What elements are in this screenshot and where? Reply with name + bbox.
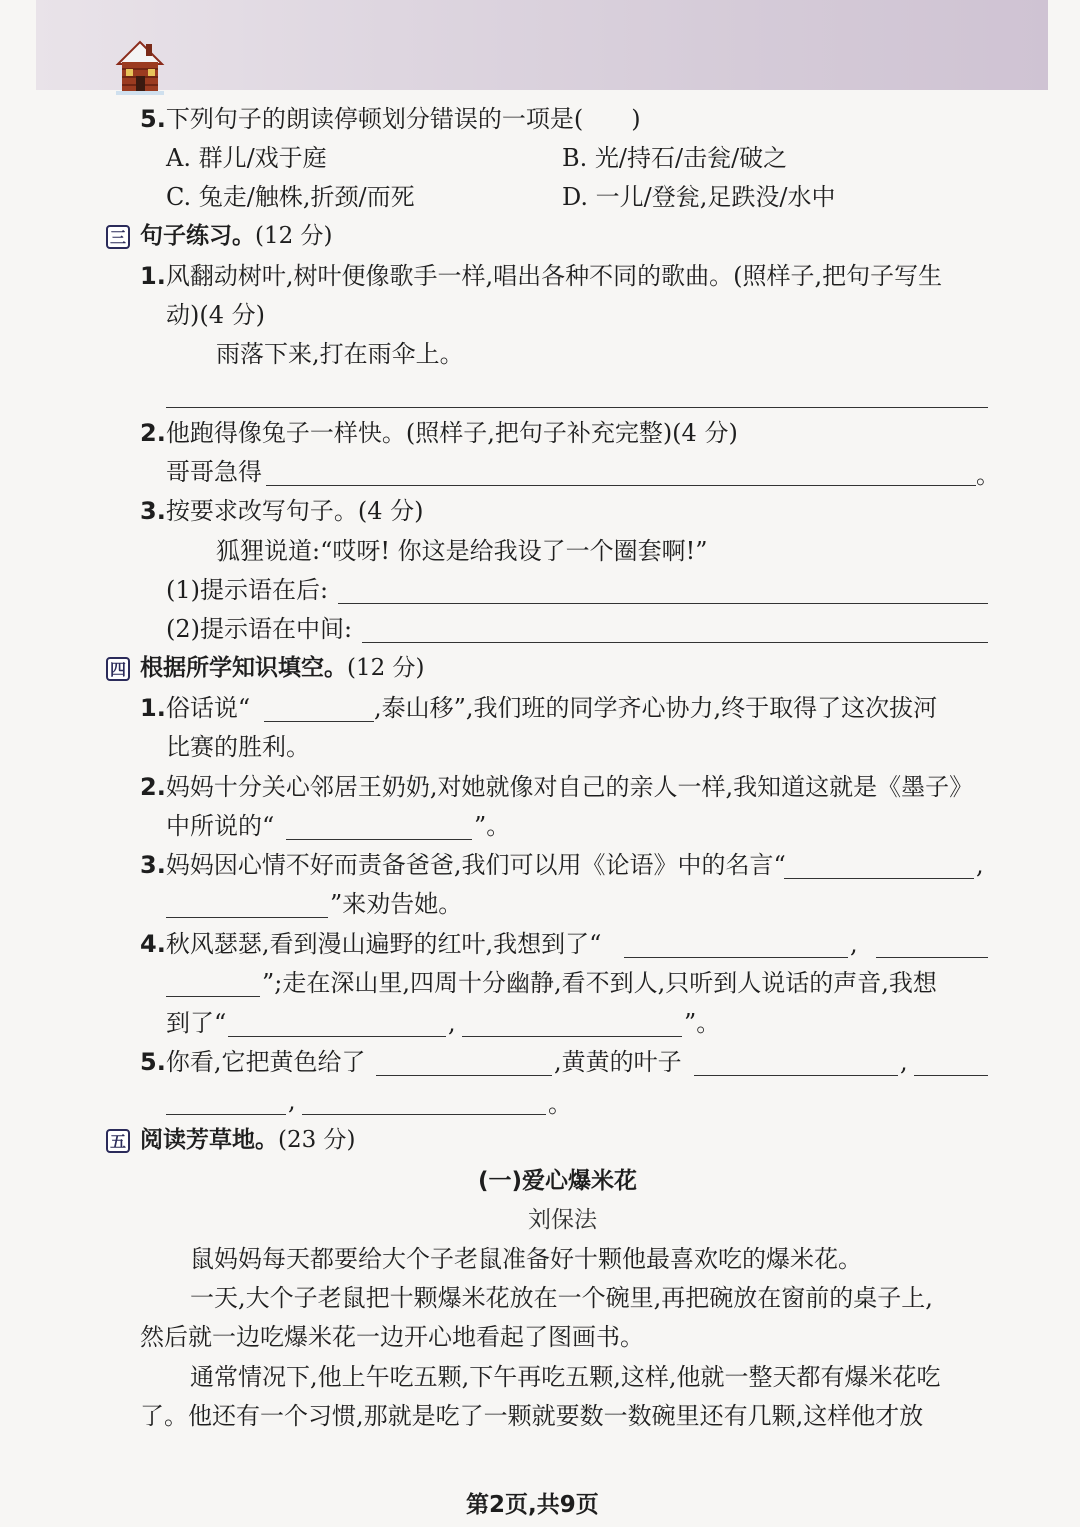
question-text: 风翻动树叶,树叶便像歌手一样,唱出各种不同的歌曲。(照样子,把句子写生 [165,262,943,290]
comma: , [288,1087,296,1115]
question-number: 4. [140,930,166,958]
option-a: A. 群儿/戏于庭 [166,144,327,172]
s4-q1-end: 比赛的胜利。 [166,733,310,761]
s4-q1-mid: ,泰山移”,我们班的同学齐心协力,终于取得了这次拔河 [374,694,938,722]
blank-line[interactable] [166,1114,286,1115]
section-score: (12 分) [255,223,333,249]
blank-line[interactable] [166,996,260,997]
blank-line[interactable] [376,1075,552,1076]
answer-line[interactable] [362,642,988,643]
blank-line[interactable] [462,1036,682,1037]
s3-q3-quote: 狐狸说道:“哎呀! 你这是给我设了一个圈套啊!” [216,537,708,565]
question-text: 俗话说“ [165,694,251,722]
blank-line[interactable] [264,721,374,722]
comma: , [900,1048,908,1076]
blank-line[interactable] [876,957,988,958]
header-banner [36,0,1048,90]
section-4-heading [140,653,425,683]
s3-q3-line1 [140,496,423,526]
question-text: 按要求改写句子。(4 分) [165,497,424,525]
page-number: 第2页,共9页 [466,1492,599,1518]
section-title: 句子练习。 [140,223,255,249]
question-number: 5. [140,1048,166,1076]
blank-line[interactable] [784,878,974,879]
section-score: (23 分) [278,1127,356,1153]
s3-q3-prompt1: (1)提示语在后: [166,576,329,604]
story-author: 刘保法 [528,1207,597,1233]
s3-q2-prefix: 哥哥急得 [166,458,262,486]
s4-q3-line1 [140,850,786,880]
section-badge-3: 三 [106,225,130,249]
period: 。 [976,461,1000,489]
s3-q1-example: 雨落下来,打在雨伞上。 [216,340,464,368]
s4-q4-line1 [140,929,601,959]
option-d: D. 一儿/登瓮,足跌没/水中 [562,183,836,211]
question-text: 下列句子的朗读停顿划分错误的一项是( ) [165,105,641,133]
comma: , [976,851,984,879]
s3-q1-line1 [140,261,942,291]
option-c: C. 兔走/触株,折颈/而死 [166,183,415,211]
section-title: 阅读芳草地。 [140,1127,278,1153]
question-number: 3. [140,851,166,879]
s4-q3-end: ”来劝告她。 [330,890,463,918]
question-text: 你看,它把黄色给了 [165,1048,366,1076]
question-text: 他跑得像兔子一样快。(照样子,把句子补充完整)(4 分) [165,419,738,447]
comma: , [850,930,858,958]
section-badge-5: 五 [106,1129,130,1153]
question-5 [140,104,641,134]
question-text: 妈妈十分关心邻居王奶奶,对她就像对自己的亲人一样,我知道这就是《墨子》 [165,773,974,801]
question-number: 3. [140,497,166,525]
paragraph-1: 鼠妈妈每天都要给大个子老鼠准备好十颗他最喜欢吃的爆米花。 [190,1245,862,1273]
blank-line[interactable] [624,957,848,958]
s3-q1-line2: 动)(4 分) [166,301,265,329]
blank-line[interactable] [286,839,472,840]
blank-line[interactable] [914,1075,988,1076]
s4-q5-mid: ,黄黄的叶子 [554,1048,682,1076]
s3-q2-line1 [140,418,738,448]
question-number: 1. [140,694,166,722]
comma: , [448,1009,456,1037]
question-number: 5. [140,105,166,133]
section-title: 根据所学知识填空。 [140,655,347,681]
question-number: 1. [140,262,166,290]
period: 。 [548,1090,572,1118]
s4-q4-line3: 到了“ [166,1009,227,1037]
s4-q1-start [140,693,250,723]
s4-q5-start [140,1047,365,1077]
question-text: 妈妈因心情不好而责备爸爸,我们可以用《论语》中的名言“ [165,851,786,879]
section-badge-4: 四 [106,657,130,681]
blank-line[interactable] [228,1036,446,1037]
s4-q2-close: ”。 [474,812,511,840]
s4-q2-line1 [140,772,973,802]
blank-line[interactable] [302,1114,546,1115]
section-3-heading [140,221,333,251]
s4-q2-line2: 中所说的“ [166,812,275,840]
section-5-heading [140,1125,356,1155]
story-title: (一)爱心爆米花 [478,1168,638,1194]
paragraph-3-line2: 了。他还有一个习惯,那就是吃了一颗就要数一数碗里还有几颗,这样他才放 [140,1402,924,1430]
answer-line[interactable] [166,407,988,408]
option-b: B. 光/持石/击瓮/破之 [562,144,788,172]
answer-line[interactable] [266,485,976,486]
section-score: (12 分) [347,655,425,681]
paragraph-2-line1: 一天,大个子老鼠把十颗爆米花放在一个碗里,再把碗放在窗前的桌子上, [190,1284,933,1312]
blank-line[interactable] [166,917,328,918]
blank-line[interactable] [694,1075,898,1076]
paragraph-2-line2: 然后就一边吃爆米花一边开心地看起了图画书。 [140,1323,644,1351]
s3-q3-prompt2: (2)提示语在中间: [166,615,353,643]
question-number: 2. [140,773,166,801]
house-icon [112,38,168,98]
paragraph-3-line1: 通常情况下,他上午吃五颗,下午再吃五颗,这样,他就一整天都有爆米花吃 [190,1363,941,1391]
close-quote: ”。 [684,1009,721,1037]
s4-q4-line2: ”;走在深山里,四周十分幽静,看不到人,只听到人说话的声音,我想 [262,969,937,997]
question-text: 秋风瑟瑟,看到漫山遍野的红叶,我想到了“ [165,930,602,958]
answer-line[interactable] [338,603,988,604]
question-number: 2. [140,419,166,447]
